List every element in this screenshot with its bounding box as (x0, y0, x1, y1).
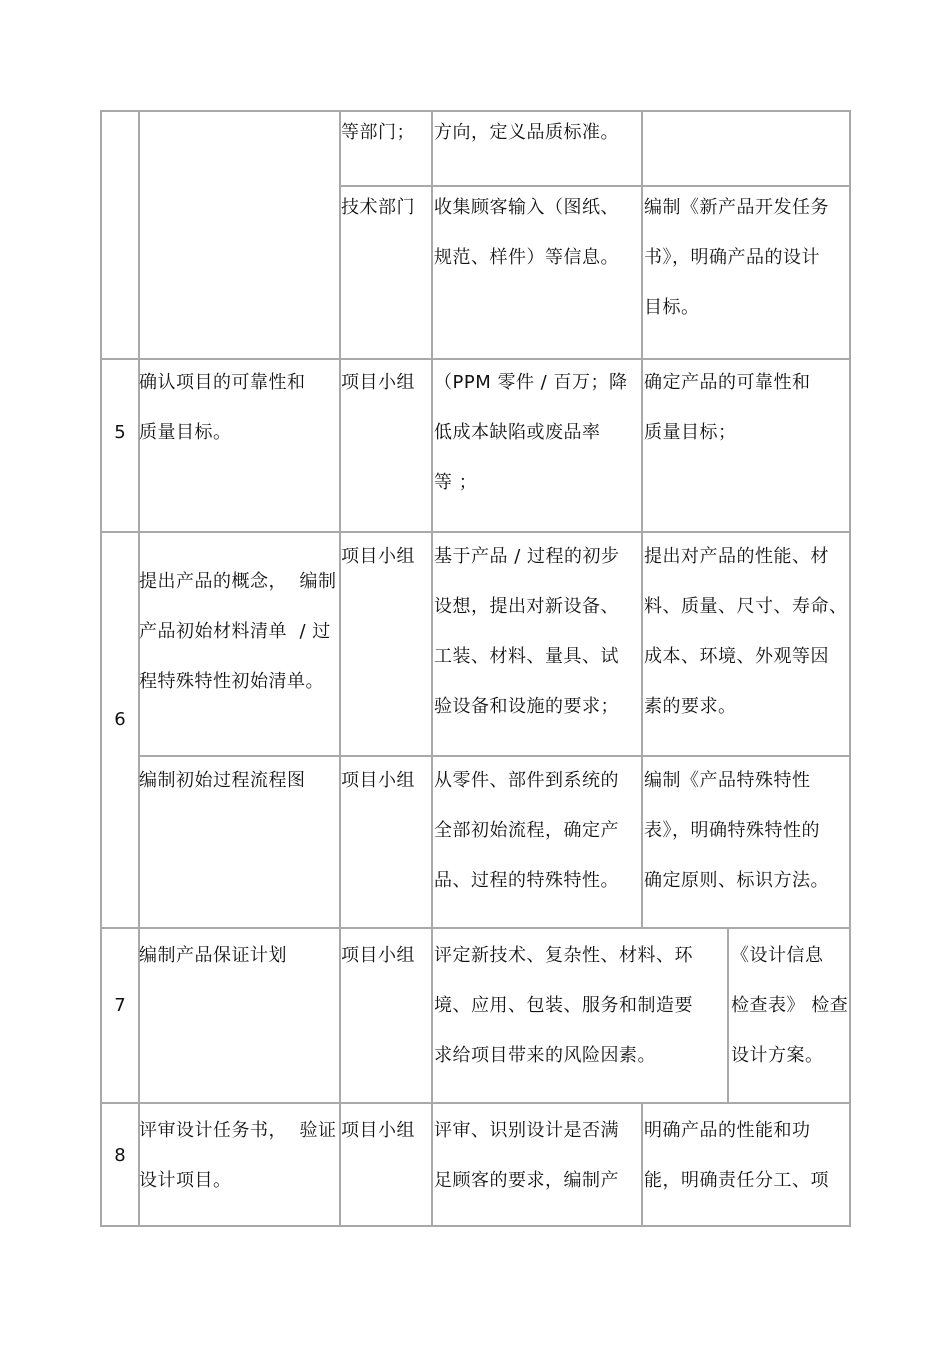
cell-text-task-8-line2: 设计项目。 (139, 1170, 232, 1191)
cell-text-owner-6b: 项目小组 (341, 770, 415, 791)
cell-text-output-cont2-line2: 书》，明确产品的设计 (644, 247, 820, 268)
table-cell-task-cont (138, 110, 341, 360)
cell-text-task-7: 编制产品保证计划 (139, 945, 287, 966)
cell-text-owner-7: 项目小组 (341, 945, 415, 966)
table-cell-output-cont1 (641, 110, 851, 187)
cell-text-input-6a-line1: 基于产品 / 过程的初步 (434, 546, 620, 567)
cell-text-input-6b-line2: 全部初始流程，确定产 (434, 820, 619, 841)
cell-text-input-5-line2: 低成本缺陷或废品率 (434, 422, 601, 443)
cell-text-input-6a-line3: 工装、材料、量具、试 (434, 646, 619, 667)
cell-text-input-cont2-line1: 收集顾客输入（图纸、 (434, 197, 619, 218)
cell-text-output-5-line2: 质量目标； (644, 422, 737, 443)
cell-text-input-6b-line1: 从零件、部件到系统的 (434, 770, 619, 791)
cell-text-output-7-line1: 《设计信息 (731, 945, 824, 966)
cell-text-task-6a-line3: 程特殊特性初始清单。 (139, 671, 324, 692)
cell-text-output-6b-line1: 编制《产品特殊特性 (644, 770, 811, 791)
cell-text-output-5-line1: 确定产品的可靠性和 (644, 372, 811, 393)
cell-text-task-6b: 编制初始过程流程图 (139, 770, 306, 791)
cell-text-output-7-line3: 设计方案。 (731, 1045, 824, 1066)
row-number-5: 5 (114, 422, 126, 443)
cell-text-input-7-line2: 境、应用、包装、服务和制造要 (434, 995, 693, 1016)
table-cell-num-5 (100, 358, 140, 533)
table-cell-num-cont (100, 110, 140, 360)
cell-text-task-5-line1: 确认项目的可靠性和 (139, 372, 306, 393)
cell-text-output-8-line1: 明确产品的性能和功 (644, 1120, 811, 1141)
row-number-7: 7 (114, 995, 126, 1016)
cell-text-input-cont1: 方向，定义品质标准。 (434, 122, 619, 143)
cell-text-owner-5: 项目小组 (341, 372, 415, 393)
table-cell-num-6 (100, 531, 140, 929)
cell-text-output-6a-line3: 成本、环境、外观等因 (644, 646, 829, 667)
cell-text-input-6a-line2: 设想，提出对新设备、 (434, 596, 619, 617)
cell-text-input-7-line3: 求给项目带来的风险因素。 (434, 1045, 656, 1066)
cell-text-task-6a-line2: 产品初始材料清单 / 过 (139, 621, 331, 642)
cell-text-input-cont2-line2: 规范、样件）等信息。 (434, 247, 619, 268)
cell-text-output-8-line2: 能，明确责任分工、项 (644, 1170, 829, 1191)
cell-text-output-6a-line1: 提出对产品的性能、材 (644, 546, 829, 567)
row-number-8: 8 (114, 1145, 126, 1166)
cell-text-input-8-line1: 评审、识别设计是否满 (434, 1120, 619, 1141)
cell-text-owner-8: 项目小组 (341, 1120, 415, 1141)
cell-text-output-cont2-line1: 编制《新产品开发任务 (644, 197, 829, 218)
cell-text-output-cont2-line3: 目标。 (644, 297, 700, 318)
cell-text-output-6a-line4: 素的要求。 (644, 696, 737, 717)
cell-text-task-6a-line1: 提出产品的概念， 编制 (139, 571, 337, 592)
cell-text-input-6a-line4: 验设备和设施的要求； (434, 696, 619, 717)
cell-text-input-5-line3: 等 ； (434, 472, 478, 493)
cell-text-task-5-line2: 质量目标。 (139, 422, 232, 443)
cell-text-input-8-line2: 足顾客的要求，编制产 (434, 1170, 619, 1191)
cell-text-output-6b-line3: 确定原则、标识方法。 (644, 870, 829, 891)
row-number-6: 6 (114, 709, 126, 730)
cell-text-dept-cont1: 等部门； (341, 122, 415, 143)
cell-text-input-5-line1: （PPM 零件 / 百万；降 (434, 372, 628, 393)
cell-text-task-8-line1: 评审设计任务书， 验证 (139, 1120, 337, 1141)
cell-text-input-6b-line3: 品、过程的特殊特性。 (434, 870, 619, 891)
cell-text-input-7-line1: 评定新技术、复杂性、材料、环 (434, 945, 693, 966)
cell-text-owner-6a: 项目小组 (341, 546, 415, 567)
cell-text-output-6a-line2: 料、质量、尺寸、寿命、 (644, 596, 848, 617)
cell-text-output-6b-line2: 表》，明确特殊特性的 (644, 820, 820, 841)
cell-text-output-7-line2: 检查表》 检查 (731, 995, 849, 1016)
cell-text-dept-cont2: 技术部门 (341, 197, 415, 218)
